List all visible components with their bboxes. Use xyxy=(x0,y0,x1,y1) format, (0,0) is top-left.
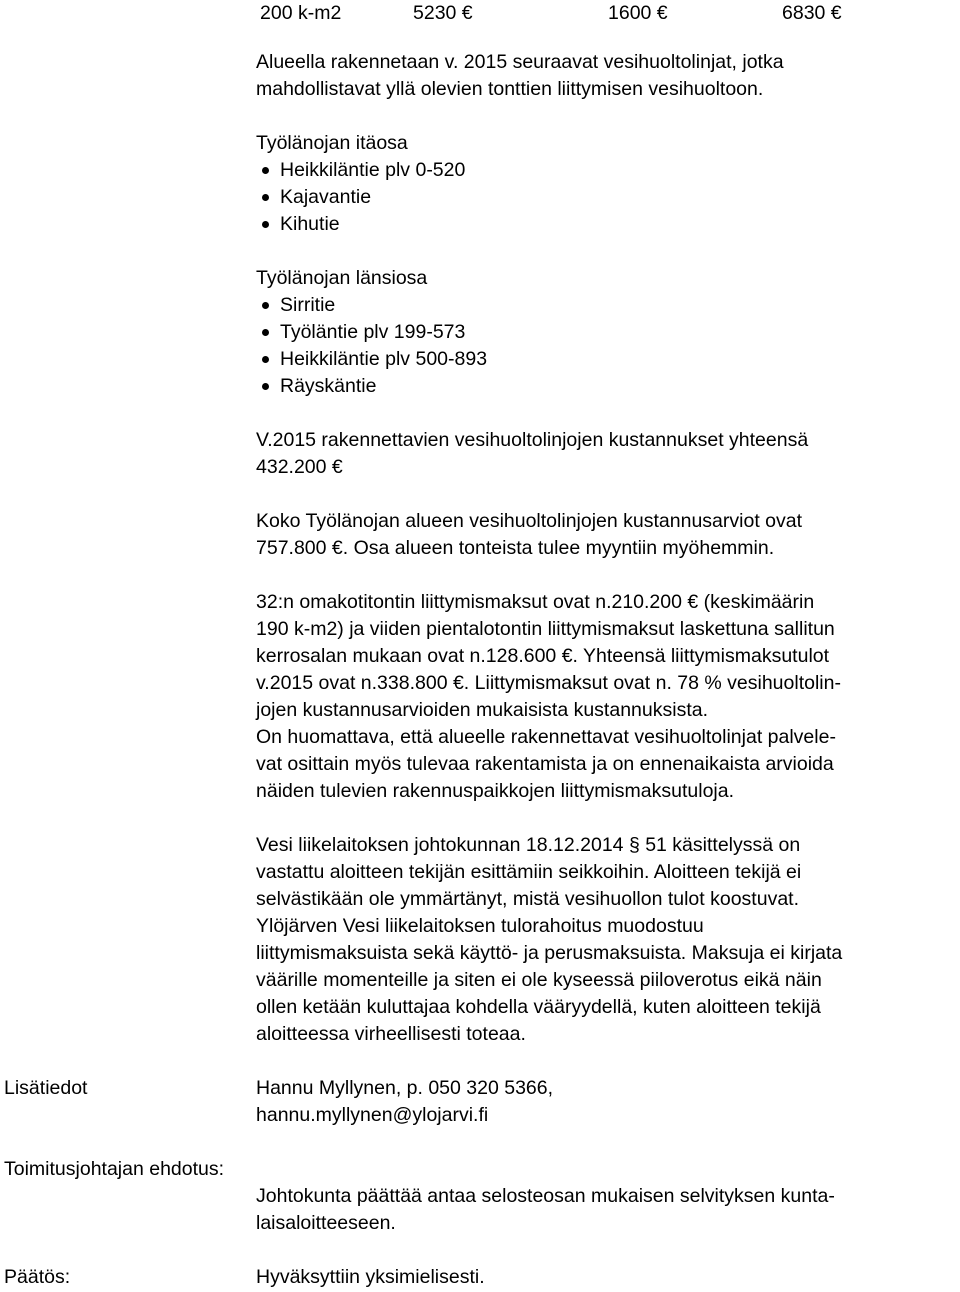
list-item: Kajavantie xyxy=(280,186,372,208)
contact-line: Hannu Myllynen, p. 050 320 5366, xyxy=(256,1077,554,1099)
bullet-icon xyxy=(262,356,269,363)
board-line: aloitteessa virheellisesti toteaa. xyxy=(256,1023,526,1045)
list-item: Heikkiläntie plv 0-520 xyxy=(280,159,466,181)
list-item: Työläntie plv 199-573 xyxy=(280,321,466,343)
table-cell-area: 200 k-m2 xyxy=(260,2,342,24)
costs-2015-line: 432.200 € xyxy=(256,456,343,478)
list-item: Sirritie xyxy=(280,294,336,316)
list-item: Kihutie xyxy=(280,213,340,235)
fees-line: v.2015 ovat n.338.800 €. Liittymismaksut ovat n. 78 % vesihuoltolin- xyxy=(256,672,841,694)
bullet-icon xyxy=(262,194,269,201)
fees-line: vat osittain myös tulevaa rakentamista ja on ennenaikaista arvioida xyxy=(256,753,834,775)
table-cell-value: 5230 € xyxy=(413,2,473,24)
contact-email: hannu.myllynen@ylojarvi.fi xyxy=(256,1104,489,1126)
fees-line: On huomattava, että alueelle rakennettavat vesihuoltolinjat palvele- xyxy=(256,726,836,748)
decision-text: Hyväksyttiin yksimielisesti. xyxy=(256,1266,485,1288)
costs-2015-line: V.2015 rakennettavien vesihuoltolinjojen kustannukset yhteensä xyxy=(256,429,809,451)
bullet-icon xyxy=(262,383,269,390)
list-item: Räyskäntie xyxy=(280,375,377,397)
board-line: väärille momenteille ja siten ei ole kyseessä piiloverotus eikä näin xyxy=(256,969,822,991)
total-costs-line: Koko Työlänojan alueen vesihuoltolinjojen kustannusarviot ovat xyxy=(256,510,803,532)
board-line: ollen ketään kuluttajaa kohdella vääryydellä, kuten aloitteen tekijä xyxy=(256,996,821,1018)
fees-line: kerrosalan mukaan ovat n.128.600 €. Yhteensä liittymismaksutulot xyxy=(256,645,830,667)
decision-label: Päätös: xyxy=(4,1266,71,1288)
board-line: selvästikään ole ymmärtänyt, mistä vesihuollon tulot koostuvat. xyxy=(256,888,800,910)
table-cell-value: 6830 € xyxy=(782,2,842,24)
board-line: Ylöjärven Vesi liikelaitoksen tulorahoitus muodostuu xyxy=(256,915,704,937)
table-cell-value: 1600 € xyxy=(608,2,668,24)
west-heading: Työlänojan länsiosa xyxy=(256,267,428,289)
bullet-icon xyxy=(262,221,269,228)
proposal-label: Toimitusjohtajan ehdotus: xyxy=(4,1158,225,1180)
proposal-line: laisaloitteeseen. xyxy=(256,1212,396,1234)
east-heading: Työlänojan itäosa xyxy=(256,132,408,154)
intro-line: Alueella rakennetaan v. 2015 seuraavat vesihuoltolinjat, jotka xyxy=(256,51,784,73)
intro-line: mahdollistavat yllä olevien tonttien liittymisen vesihuoltoon. xyxy=(256,78,764,100)
info-label: Lisätiedot xyxy=(4,1077,88,1099)
bullet-icon xyxy=(262,302,269,309)
fees-line: jojen kustannusarvioiden mukaisista kustannuksista. xyxy=(256,699,708,721)
fees-line: 190 k-m2) ja viiden pientalotontin liittymismaksut laskettuna sallitun xyxy=(256,618,835,640)
fees-line: näiden tulevien rakennuspaikkojen liittymismaksutuloja. xyxy=(256,780,735,802)
board-line: Vesi liikelaitoksen johtokunnan 18.12.2014 § 51 käsittelyssä on xyxy=(256,834,801,856)
board-line: vastattu aloitteen tekijän esittämiin seikkoihin. Aloitteen tekijä ei xyxy=(256,861,802,883)
fees-line: 32:n omakotitontin liittymismaksut ovat n.210.200 € (keskimäärin xyxy=(256,591,815,613)
proposal-line: Johtokunta päättää antaa selosteosan mukaisen selvityksen kunta- xyxy=(256,1185,835,1207)
bullet-icon xyxy=(262,329,269,336)
total-costs-line: 757.800 €. Osa alueen tonteista tulee myyntiin myöhemmin. xyxy=(256,537,775,559)
bullet-icon xyxy=(262,167,269,174)
board-line: liittymismaksuista sekä käyttö- ja perusmaksuista. Maksuja ei kirjata xyxy=(256,942,843,964)
list-item: Heikkiläntie plv 500-893 xyxy=(280,348,488,370)
